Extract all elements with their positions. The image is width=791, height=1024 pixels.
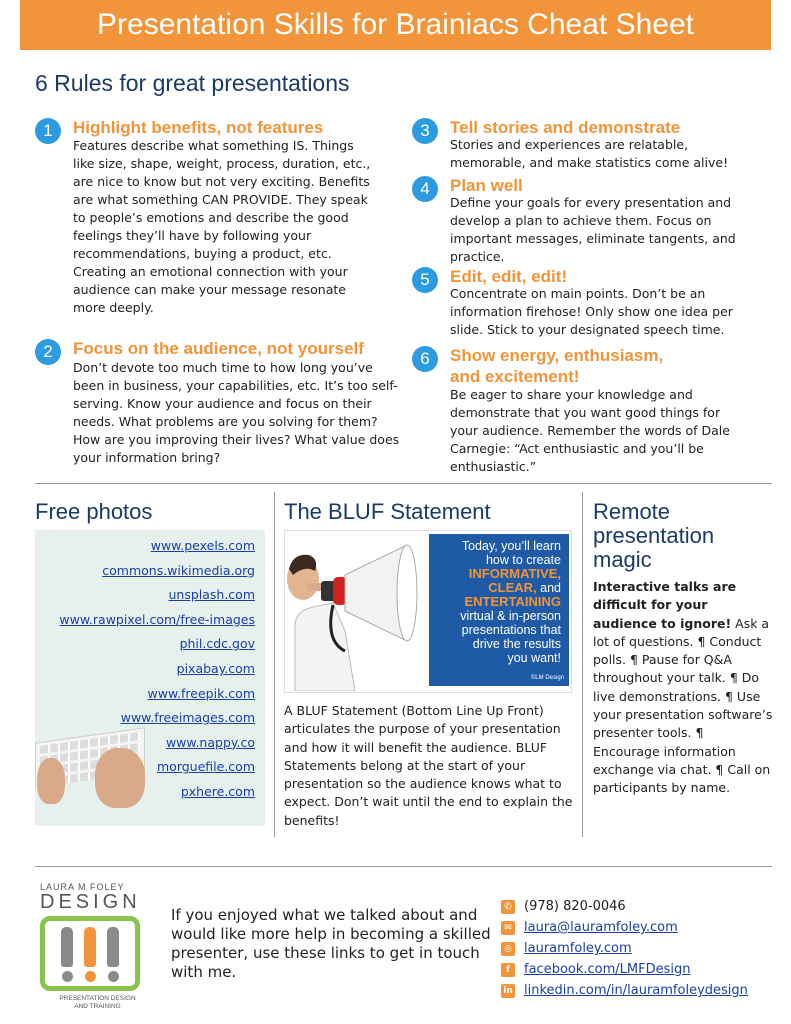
photo-link[interactable]: pxhere.com bbox=[180, 783, 255, 799]
rule-title: Plan well bbox=[450, 176, 523, 195]
contact-email bbox=[501, 917, 748, 938]
logo-frame bbox=[40, 916, 140, 991]
email-icon: ✉ bbox=[501, 921, 515, 935]
linkedin-icon: in bbox=[501, 984, 515, 998]
phone-icon: ✆ bbox=[501, 900, 515, 914]
rule-body: Be eager to share your knowledge and demonstrate that you want good things for your audience. Remember the words of Dale Carnegie: “Act enthusiastic and you’ll be enthusiastic.” bbox=[450, 387, 730, 474]
photo-link[interactable]: pixabay.com bbox=[176, 660, 255, 676]
photo-link[interactable]: www.freepik.com bbox=[147, 685, 255, 701]
contact-phone: ✆ (978) 820-0046 bbox=[501, 896, 748, 917]
free-photos-heading: Free photos bbox=[35, 499, 153, 524]
facebook-icon: f bbox=[501, 963, 515, 977]
rule-title: Show energy, enthusiasm, bbox=[450, 346, 664, 365]
rule-body: Don’t devote too much time to how long you’ve been in business, your capabilities, etc. It’s too self-serving. Know your audience and focus on their needs. What problems are you solving for them? How are you improving their lives? What value does your information bring? bbox=[73, 360, 400, 465]
bluf-heading: The BLUF Statement bbox=[284, 499, 491, 524]
rule-body: Define your goals for every presentation and develop a plan to achieve them. Focus on important messages, eliminate tangents, and practice. bbox=[450, 195, 736, 264]
photo-links-panel bbox=[35, 530, 265, 826]
rule-body: Concentrate on main points. Don’t be an information firehose! Only show one idea per slide. Stick to your designated speech time. bbox=[450, 286, 733, 337]
divider bbox=[274, 492, 275, 837]
divider bbox=[35, 866, 772, 867]
image-credit: ©LM Design bbox=[530, 675, 564, 681]
rules-heading: 6 Rules for great presentations bbox=[35, 70, 350, 96]
rule-number: 2 bbox=[35, 339, 61, 365]
remote-body bbox=[593, 578, 773, 798]
photo-link[interactable]: phil.cdc.gov bbox=[179, 636, 255, 652]
rule-number: 3 bbox=[412, 118, 438, 144]
rule-number: 5 bbox=[412, 267, 438, 293]
divider bbox=[35, 483, 772, 484]
contact-facebook bbox=[501, 959, 748, 980]
remote-tips: Ask a lot of questions. ¶ Conduct polls. ¶ Pause for Q&A throughout your talk. ¶ Do live demonstrations. ¶ Use your presentation software’s presenter tools. ¶ Encourage information exchange via chat. ¶ Call on participants by name. bbox=[593, 615, 773, 796]
rule-number: 1 bbox=[35, 118, 61, 144]
email-link[interactable]: laura@lauramfoley.com bbox=[524, 920, 678, 935]
contact-linkedin bbox=[501, 980, 748, 1001]
website-link[interactable]: lauramfoley.com bbox=[524, 941, 632, 956]
facebook-link[interactable]: facebook.com/LMFDesign bbox=[524, 962, 691, 977]
rule-number: 4 bbox=[412, 176, 438, 202]
bluf-slide-image bbox=[284, 530, 572, 693]
logo-tagline: PRESENTATION DESIGN AND TRAINING bbox=[59, 995, 136, 1010]
photo-links bbox=[59, 534, 255, 805]
logo: LAURA M FOLEY DESIGN PRESENTATION DESIGN AND TRAINING bbox=[40, 882, 155, 1011]
rule-title: Highlight benefits, not features bbox=[73, 118, 324, 137]
rule-number: 6 bbox=[412, 346, 438, 372]
photo-link[interactable]: www.nappy.co bbox=[165, 734, 255, 750]
globe-icon: ◎ bbox=[501, 942, 515, 956]
rule-body: Features describe what something IS. Things like size, shape, weight, process, duration, etc., are nice to know but not very exciting. Benefits are what something CAN PROVIDE. They speak to people’s emotions and describe the good feelings they’ll have by following your recommendations, buying a product, etc. Creating an emotional connection with your audience can make your message resonate more deeply. bbox=[73, 138, 371, 315]
call-to-action: If you enjoyed what we talked about and would like more help in becoming a skilled presenter, use these links to get in touch with me. bbox=[171, 906, 491, 981]
rule-title-line2: and excitement! bbox=[450, 367, 580, 386]
rule-title: Focus on the audience, not yourself bbox=[73, 339, 364, 358]
remote-intro: Interactive talks are difficult for your audience to ignore! bbox=[593, 579, 737, 631]
remote-heading: Remote presentation magic bbox=[593, 499, 715, 572]
photo-link[interactable]: morguefile.com bbox=[157, 759, 255, 775]
divider bbox=[582, 492, 583, 837]
photo-link[interactable]: www.rawpixel.com/free-images bbox=[59, 611, 255, 627]
linkedin-link[interactable]: linkedin.com/in/lauramfoleydesign bbox=[524, 983, 748, 998]
rule-body: Stories and experiences are relatable, memorable, and make statistics come alive! bbox=[450, 137, 729, 170]
rule-title: Tell stories and demonstrate bbox=[450, 118, 681, 137]
photo-link[interactable]: www.freeimages.com bbox=[120, 710, 255, 726]
contact-list bbox=[501, 896, 748, 1001]
bluf-body: A BLUF Statement (Bottom Line Up Front) articulates the purpose of your presentation and how it will benefit the audience. BLUF Statements belong at the start of your presentation so the audience knows what to expect. Don’t wait until the end to explain the benefits! bbox=[284, 703, 573, 828]
megaphone-man-icon bbox=[285, 531, 429, 691]
bluf-slide-panel: Today, you’ll learn how to create INFORMATIVE, CLEAR, and ENTERTAINING virtual & in-person presentations that drive the results you want! ©LM Design bbox=[429, 534, 569, 686]
photo-link[interactable]: www.pexels.com bbox=[150, 538, 255, 553]
photo-link[interactable]: commons.wikimedia.org bbox=[102, 562, 255, 578]
page-title: Presentation Skills for Brainiacs Cheat Sheet bbox=[20, 0, 771, 50]
contact-website bbox=[501, 938, 748, 959]
rule-title: Edit, edit, edit! bbox=[450, 267, 568, 286]
photo-link[interactable]: unsplash.com bbox=[168, 587, 255, 603]
